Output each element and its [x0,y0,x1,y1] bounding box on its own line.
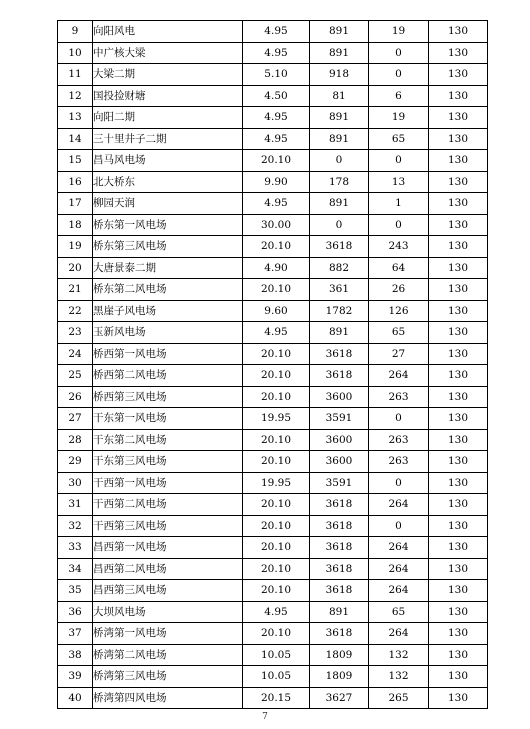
value-a-cell: 3618 [310,558,369,580]
capacity-cell: 5.10 [243,64,310,86]
table-body [58,21,488,709]
wind-farm-name-cell: 桥湾第三风电场 [93,666,243,688]
table-row [58,666,488,688]
table-row [58,494,488,516]
capacity-cell: 4.95 [243,107,310,129]
wind-farm-name-cell: 昌西第一风电场 [93,537,243,559]
value-c-cell: 130 [429,279,488,301]
table-row [58,386,488,408]
value-c-cell: 130 [429,21,488,43]
table-row [58,171,488,193]
table-row [58,107,488,129]
value-a-cell: 3618 [310,343,369,365]
row-index-cell: 29 [58,451,93,473]
value-b-cell: 65 [369,128,429,150]
row-index-cell: 36 [58,601,93,623]
value-b-cell: 264 [369,537,429,559]
capacity-cell: 4.95 [243,322,310,344]
table-row [58,128,488,150]
value-a-cell: 891 [310,601,369,623]
value-a-cell: 1809 [310,644,369,666]
wind-farm-name-cell: 干西第一风电场 [93,472,243,494]
row-index-cell: 21 [58,279,93,301]
row-index-cell: 39 [58,666,93,688]
value-b-cell: 64 [369,257,429,279]
value-b-cell: 6 [369,85,429,107]
row-index-cell: 13 [58,107,93,129]
value-c-cell: 130 [429,644,488,666]
value-c-cell: 130 [429,300,488,322]
wind-farm-name-cell: 北大桥东 [93,171,243,193]
value-a-cell: 3618 [310,494,369,516]
value-b-cell: 132 [369,666,429,688]
value-a-cell: 918 [310,64,369,86]
value-b-cell: 0 [369,408,429,430]
capacity-cell: 20.10 [243,494,310,516]
row-index-cell: 37 [58,623,93,645]
value-a-cell: 3600 [310,386,369,408]
value-c-cell: 130 [429,214,488,236]
value-a-cell: 891 [310,193,369,215]
wind-farm-name-cell: 向阳二期 [93,107,243,129]
page-number: 7 [262,712,268,722]
value-b-cell: 264 [369,494,429,516]
value-c-cell: 130 [429,537,488,559]
table-row [58,408,488,430]
wind-farm-name-cell: 黑崖子风电场 [93,300,243,322]
value-a-cell: 3618 [310,365,369,387]
row-index-cell: 32 [58,515,93,537]
capacity-cell: 4.95 [243,193,310,215]
value-b-cell: 263 [369,451,429,473]
row-index-cell: 31 [58,494,93,516]
row-index-cell: 15 [58,150,93,172]
table-row [58,623,488,645]
value-a-cell: 3618 [310,537,369,559]
value-b-cell: 0 [369,42,429,64]
value-a-cell: 891 [310,322,369,344]
row-index-cell: 20 [58,257,93,279]
table-row [58,601,488,623]
row-index-cell: 40 [58,687,93,709]
wind-farm-name-cell: 桥东第三风电场 [93,236,243,258]
value-b-cell: 27 [369,343,429,365]
value-a-cell: 361 [310,279,369,301]
row-index-cell: 17 [58,193,93,215]
table-row [58,537,488,559]
capacity-cell: 10.05 [243,666,310,688]
value-b-cell: 264 [369,623,429,645]
value-b-cell: 132 [369,644,429,666]
table-row [58,257,488,279]
value-c-cell: 130 [429,451,488,473]
value-a-cell: 1782 [310,300,369,322]
value-c-cell: 130 [429,171,488,193]
value-a-cell: 882 [310,257,369,279]
wind-farm-name-cell: 向阳风电 [93,21,243,43]
capacity-cell: 20.10 [243,451,310,473]
capacity-cell: 10.05 [243,644,310,666]
value-c-cell: 130 [429,558,488,580]
value-b-cell: 263 [369,429,429,451]
wind-farm-name-cell: 昌西第三风电场 [93,580,243,602]
wind-farm-name-cell: 桥西第三风电场 [93,386,243,408]
value-a-cell: 891 [310,128,369,150]
row-index-cell: 14 [58,128,93,150]
capacity-cell: 20.10 [243,580,310,602]
row-index-cell: 26 [58,386,93,408]
value-a-cell: 3618 [310,580,369,602]
value-c-cell: 130 [429,128,488,150]
table-row [58,193,488,215]
wind-farm-name-cell: 昌马风电场 [93,150,243,172]
wind-farm-name-cell: 干西第三风电场 [93,515,243,537]
value-a-cell: 0 [310,214,369,236]
table-row [58,279,488,301]
value-a-cell: 3618 [310,236,369,258]
value-b-cell: 264 [369,558,429,580]
capacity-cell: 20.10 [243,236,310,258]
value-a-cell: 3600 [310,451,369,473]
value-a-cell: 3618 [310,515,369,537]
value-c-cell: 130 [429,472,488,494]
value-b-cell: 264 [369,580,429,602]
value-c-cell: 130 [429,257,488,279]
capacity-cell: 4.95 [243,42,310,64]
wind-farm-name-cell: 中广核大梁 [93,42,243,64]
row-index-cell: 30 [58,472,93,494]
value-c-cell: 130 [429,601,488,623]
wind-farm-name-cell: 干东第三风电场 [93,451,243,473]
value-c-cell: 130 [429,687,488,709]
table-row [58,85,488,107]
value-b-cell: 264 [369,365,429,387]
row-index-cell: 12 [58,85,93,107]
value-c-cell: 130 [429,322,488,344]
value-b-cell: 65 [369,322,429,344]
table-row [58,64,488,86]
wind-farm-name-cell: 桥西第一风电场 [93,343,243,365]
value-a-cell: 3600 [310,429,369,451]
table-row [58,429,488,451]
capacity-cell: 9.60 [243,300,310,322]
wind-farm-name-cell: 桥东第一风电场 [93,214,243,236]
capacity-cell: 20.10 [243,537,310,559]
table-row [58,322,488,344]
wind-farm-name-cell: 柳园天润 [93,193,243,215]
table-row [58,472,488,494]
row-index-cell: 27 [58,408,93,430]
capacity-cell: 9.90 [243,171,310,193]
value-c-cell: 130 [429,42,488,64]
wind-farm-name-cell: 三十里井子二期 [93,128,243,150]
value-a-cell: 3627 [310,687,369,709]
wind-farm-name-cell: 干西第二风电场 [93,494,243,516]
capacity-cell: 4.95 [243,128,310,150]
table-row [58,300,488,322]
value-c-cell: 130 [429,85,488,107]
row-index-cell: 10 [58,42,93,64]
row-index-cell: 18 [58,214,93,236]
value-a-cell: 891 [310,107,369,129]
value-b-cell: 0 [369,150,429,172]
capacity-cell: 20.10 [243,386,310,408]
wind-farm-name-cell: 桥湾第二风电场 [93,644,243,666]
wind-farm-name-cell: 桥东第二风电场 [93,279,243,301]
capacity-cell: 20.10 [243,279,310,301]
value-a-cell: 3618 [310,623,369,645]
row-index-cell: 35 [58,580,93,602]
row-index-cell: 23 [58,322,93,344]
value-c-cell: 130 [429,365,488,387]
capacity-cell: 20.10 [243,343,310,365]
wind-farm-name-cell: 大坝风电场 [93,601,243,623]
wind-farm-name-cell: 大唐景泰二期 [93,257,243,279]
capacity-cell: 4.95 [243,601,310,623]
value-b-cell: 0 [369,64,429,86]
table-row [58,42,488,64]
value-b-cell: 0 [369,214,429,236]
value-c-cell: 130 [429,408,488,430]
row-index-cell: 34 [58,558,93,580]
value-a-cell: 178 [310,171,369,193]
table-row [58,515,488,537]
capacity-cell: 20.10 [243,558,310,580]
capacity-cell: 20.15 [243,687,310,709]
value-b-cell: 19 [369,21,429,43]
wind-farm-name-cell: 桥湾第四风电场 [93,687,243,709]
value-a-cell: 3591 [310,472,369,494]
table-row [58,644,488,666]
value-c-cell: 130 [429,494,488,516]
wind-farm-name-cell: 干东第一风电场 [93,408,243,430]
row-index-cell: 19 [58,236,93,258]
capacity-cell: 4.90 [243,257,310,279]
capacity-cell: 30.00 [243,214,310,236]
wind-farm-name-cell: 干东第二风电场 [93,429,243,451]
row-index-cell: 24 [58,343,93,365]
table-row [58,150,488,172]
wind-farm-data-table [57,20,488,709]
table-row [58,451,488,473]
row-index-cell: 9 [58,21,93,43]
wind-farm-name-cell: 昌西第二风电场 [93,558,243,580]
wind-farm-name-cell: 玉新风电场 [93,322,243,344]
capacity-cell: 20.10 [243,623,310,645]
row-index-cell: 28 [58,429,93,451]
row-index-cell: 16 [58,171,93,193]
capacity-cell: 20.10 [243,429,310,451]
value-c-cell: 130 [429,386,488,408]
table-row [58,214,488,236]
table-row [58,558,488,580]
table-row [58,21,488,43]
value-c-cell: 130 [429,343,488,365]
value-c-cell: 130 [429,236,488,258]
wind-farm-name-cell: 大梁二期 [93,64,243,86]
row-index-cell: 33 [58,537,93,559]
value-c-cell: 130 [429,515,488,537]
value-b-cell: 243 [369,236,429,258]
value-a-cell: 1809 [310,666,369,688]
value-c-cell: 130 [429,580,488,602]
row-index-cell: 22 [58,300,93,322]
capacity-cell: 20.10 [243,515,310,537]
capacity-cell: 20.10 [243,150,310,172]
value-a-cell: 891 [310,42,369,64]
capacity-cell: 19.95 [243,472,310,494]
value-b-cell: 263 [369,386,429,408]
wind-farm-name-cell: 桥湾第一风电场 [93,623,243,645]
capacity-cell: 4.50 [243,85,310,107]
value-b-cell: 13 [369,171,429,193]
value-b-cell: 26 [369,279,429,301]
value-c-cell: 130 [429,429,488,451]
value-b-cell: 0 [369,515,429,537]
value-c-cell: 130 [429,64,488,86]
table-row [58,236,488,258]
value-c-cell: 130 [429,623,488,645]
capacity-cell: 4.95 [243,21,310,43]
value-b-cell: 1 [369,193,429,215]
value-c-cell: 130 [429,193,488,215]
capacity-cell: 20.10 [243,365,310,387]
value-b-cell: 65 [369,601,429,623]
row-index-cell: 25 [58,365,93,387]
value-b-cell: 19 [369,107,429,129]
value-c-cell: 130 [429,666,488,688]
value-b-cell: 126 [369,300,429,322]
wind-farm-name-cell: 国投捡财塘 [93,85,243,107]
row-index-cell: 11 [58,64,93,86]
row-index-cell: 38 [58,644,93,666]
value-b-cell: 265 [369,687,429,709]
wind-farm-name-cell: 桥西第二风电场 [93,365,243,387]
value-b-cell: 0 [369,472,429,494]
table-row [58,580,488,602]
capacity-cell: 19.95 [243,408,310,430]
value-a-cell: 891 [310,21,369,43]
value-a-cell: 3591 [310,408,369,430]
value-a-cell: 81 [310,85,369,107]
value-c-cell: 130 [429,107,488,129]
value-c-cell: 130 [429,150,488,172]
table-row [58,687,488,709]
table-row [58,365,488,387]
value-a-cell: 0 [310,150,369,172]
table-row [58,343,488,365]
